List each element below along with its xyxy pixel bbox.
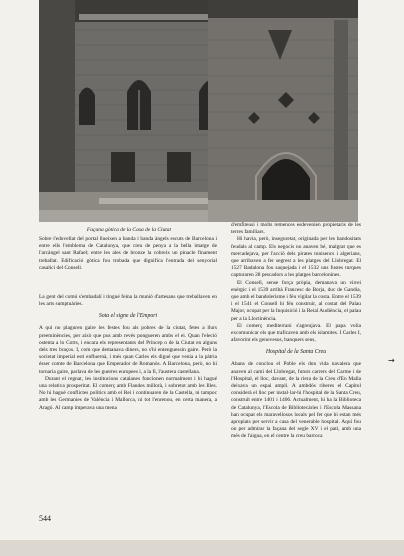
left-paragraph-4: Durant el regnat, les institucions catalanes funcionen normalment i hi hagué una relativa prosperitat. El comerç amb Flandes millorà, i sobretot amb les Illes. No hi hagué conflictes polítics amb el Rei i continuaren de la Castella, ni tampoc amb les Germanies de València i Mallorca, ni tot l'enrenou, en certa manera, a Aragó. Al camp imperava una mena xyxy=(39,375,217,411)
left-paragraph-3: A qui no plaguren gaire les festes fou als pobres de la ciutat, fetes a llurs preeminències, per això que pus amb revés pongueren ambs el ei. Quan l'eleció ostenta a lo Corts, i encara els representants del Príncep o de la Ciutat en alguns dels tres braços. I, com que demanava diners, no s'hi entenguessin gaire. Però la societat imperial esti enfluernà, i més quan Carles els digué que venia a la pàtria ésser comte de Barcelona que Emperador de Romanòs. A Barcelona, però, no hi tornaria gaire, parlava de les guerres europees i, a la fi, l'austera castellana. xyxy=(39,325,217,375)
left-paragraph-2: La gent del comú s'embadalí i tingué feina la munió d'artesans que treballaven en les arts sumptuàries. xyxy=(39,294,217,308)
page-number: 544 xyxy=(39,514,51,523)
right-paragraph-1: d'emfiteusi i molts remences esdevenien propietaris de les terres familiars. xyxy=(231,222,361,236)
continue-arrow-icon: → xyxy=(388,356,395,365)
facade-photo xyxy=(39,0,219,222)
right-column xyxy=(231,222,361,441)
right-paragraph-2: Hi havia, però, inseguretat, originada per les bandositats feudals al camp. Els negocis no anaven bé, malgrat que es mercadejava, per l'acció dels pirates tunisencs i algerians, que arribaven a fer segrest a les platges del Llobregat. El 1527 Badalona fou saquejada i el 1532 uns fustes turques capturaren 28 pescadors a les platges barcelonines. xyxy=(231,236,361,279)
section-heading-empori: Sota el signe de l'Empori xyxy=(98,313,158,320)
section-heading-hospital: Hospital de la Santa Creu xyxy=(265,349,327,356)
spacer xyxy=(39,272,217,294)
photo-caption: Façana gòtica de la Casa de la Ciutat xyxy=(86,227,172,233)
right-paragraph-5: Abans de conclou el Poble els don vida navalera que anaven al camí del Llobregat, futurs carrers del Carme i de l'Hospital, el lloc, davant, de la riera de la Creu d'En Malla deixava un espai ampli. A ambdós riberes el Capítol considerà el lloc per instal·lar-hi l'hospital de la Santa Creu, construït entre 1401 i 1406. Actualment, hi ha la Biblioteca de Catalunya, l'Escola de Bibliotecàries i l'Escola Massana han ocupat els maravellosos locals pel fet que hi estan més apropiats per servir a casa del venerable hospital. Aquí fou on per admirar la façana del segle XV i el pati, amb una més de l'aigua, en el centre la creu barroca xyxy=(231,361,361,440)
left-column xyxy=(39,236,217,412)
portal-photo xyxy=(208,0,358,222)
left-paragraph-1: Sobre l'edovellat del portal llueixen a banda i banda àngels escuts de Barcelona i entre ells l'emblema de Catalunya, que creu de penya a la bella imatge de l'arcàngel sant Rafael; entre les ales de bronze la cobreix un pinacle finament treballat. Edificació gòtica fou trobada que dignifica l'entrada del senyorial casalici del Consell. xyxy=(39,236,217,271)
page-bottom-edge xyxy=(0,540,404,556)
right-paragraph-3: El Consell, sense força pròpia, demanava un virrei enèrgic i el 1539 arribà Francesc de Borja, duc de Gandia, que amb el bandolerisme i féu vigilar la costa. Entre el 1539 i el 1541 el Consell hi féu construir, al costat del Palau Major, ocupat per la Inquisició i la Reial Audiència, el palau per a la Lloctinència. xyxy=(231,279,362,322)
right-paragraph-4: El comerç mediterrani s'agreujava. El papa volia excomunicar els que traficaven amb els islamites. I Carles I, afavorint els genovesos, banquers seus, xyxy=(231,322,361,344)
